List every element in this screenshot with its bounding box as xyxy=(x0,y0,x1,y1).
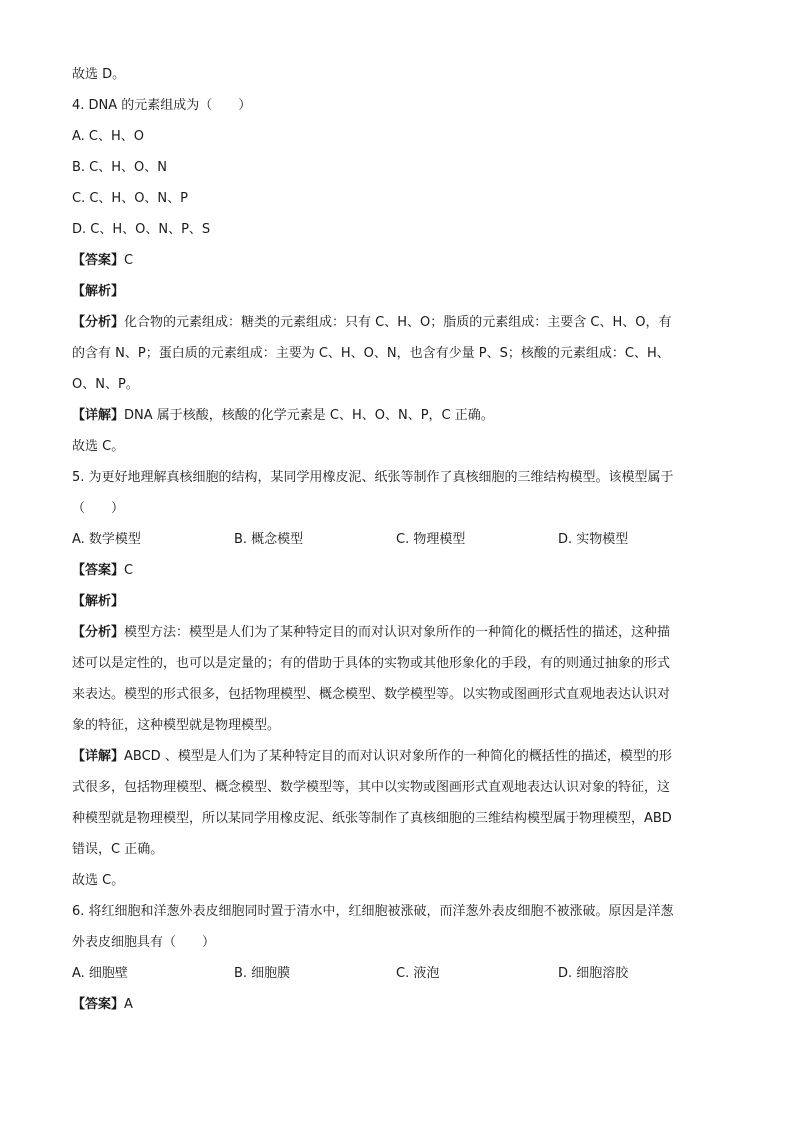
text-line: 来表达。模型的形式很多，包括物理模型、概念模型、数学模型等。以实物或图画形式直观地表达认识对 xyxy=(72,687,671,702)
question-4-option-b: B. C、H、O、N xyxy=(72,160,167,175)
question-6-options xyxy=(72,965,732,983)
text-line: 的含有 N、P；蛋白质的元素组成：主要为 C、H、O、N，也含有少量 P、S；核酸的元素组成：C、H、 xyxy=(72,346,670,361)
answer-tag: 【答案】 xyxy=(72,253,125,268)
text-line: 述可以是定性的，也可以是定量的；有的借助于具体的实物或其他形象化的手段，有的则通过抽象的形式 xyxy=(72,656,671,671)
detail-text: ABCD 、模型是人们为了某种特定目的而对认识对象所作的一种简化的概括性的描述，模型的形 xyxy=(124,749,672,764)
question-5-stem-cont: （ ） xyxy=(72,501,125,516)
question-4-stem: 4. DNA 的元素组成为（ ） xyxy=(72,98,252,113)
analysis-heading: 【解析】 xyxy=(72,284,125,299)
question-4-option-a: A. C、H、O xyxy=(72,129,145,144)
detail-tag: 【详解】 xyxy=(72,408,125,423)
question-5-option-a: A. 数学模型 xyxy=(72,532,141,547)
answer-line xyxy=(72,996,133,1014)
question-6-stem-cont: 外表皮细胞具有（ ） xyxy=(72,935,216,950)
text-line: O、N、P。 xyxy=(72,377,139,392)
detail-line xyxy=(72,407,494,425)
question-5-option-c: C. 物理模型 xyxy=(396,532,466,547)
answer-line xyxy=(72,252,133,270)
analysis-heading: 【解析】 xyxy=(72,594,125,609)
question-5-options xyxy=(72,531,732,549)
question-6-option-b: B. 细胞膜 xyxy=(234,966,291,981)
text-line: 式很多，包括物理模型、概念模型、数学模型等，其中以实物或图画形式直观地表达认识对象的特征，这 xyxy=(72,780,671,795)
question-5-option-b: B. 概念模型 xyxy=(234,532,304,547)
analysis-text: 化合物的元素组成：糖类的元素组成：只有 C、H、O；脂质的元素组成：主要含 C、H、O，有 xyxy=(124,315,672,330)
detail-line xyxy=(72,748,672,766)
question-6-option-a: A. 细胞壁 xyxy=(72,966,128,981)
text-line: 象的特征，这种模型就是物理模型。 xyxy=(72,718,281,733)
text-line: 种模型就是物理模型，所以某同学用橡皮泥、纸张等制作了真核细胞的三维结构模型属于物理模型，ABD xyxy=(72,811,672,826)
question-4-option-c: C. C、H、O、N、P xyxy=(72,191,188,206)
text-line: 故选 C。 xyxy=(72,439,125,454)
answer-tag: 【答案】 xyxy=(72,563,125,578)
text-line: 故选 D。 xyxy=(72,67,126,82)
question-5-option-d: D. 实物模型 xyxy=(558,532,629,547)
analysis-line xyxy=(72,624,670,642)
analysis-line xyxy=(72,314,671,332)
detail-tag: 【详解】 xyxy=(72,749,125,764)
text-line: 故选 C。 xyxy=(72,873,125,888)
analysis-tag: 【分析】 xyxy=(72,315,125,330)
answer-tag: 【答案】 xyxy=(72,997,125,1012)
text-line: 错误，C 正确。 xyxy=(72,842,164,857)
question-6-stem: 6. 将红细胞和洋葱外表皮细胞同时置于清水中，红细胞被涨破，而洋葱外表皮细胞不被涨破。原因是洋葱 xyxy=(72,904,674,919)
analysis-tag: 【分析】 xyxy=(72,625,125,640)
answer-value: C xyxy=(124,253,134,268)
detail-text: DNA 属于核酸，核酸的化学元素是 C、H、O、N、P，C 正确。 xyxy=(124,408,494,423)
question-4-option-d: D. C、H、O、N、P、S xyxy=(72,222,211,237)
question-6-option-d: D. 细胞溶胶 xyxy=(558,966,629,981)
analysis-text: 模型方法：模型是人们为了某种特定目的而对认识对象所作的一种简化的概括性的描述，这种描 xyxy=(124,625,671,640)
answer-line xyxy=(72,562,133,580)
answer-value: A xyxy=(124,997,133,1012)
question-5-stem: 5. 为更好地理解真核细胞的结构，某同学用橡皮泥、纸张等制作了真核细胞的三维结构模型。该模型属于 xyxy=(72,470,674,485)
question-6-option-c: C. 液泡 xyxy=(396,966,440,981)
answer-value: C xyxy=(124,563,134,578)
